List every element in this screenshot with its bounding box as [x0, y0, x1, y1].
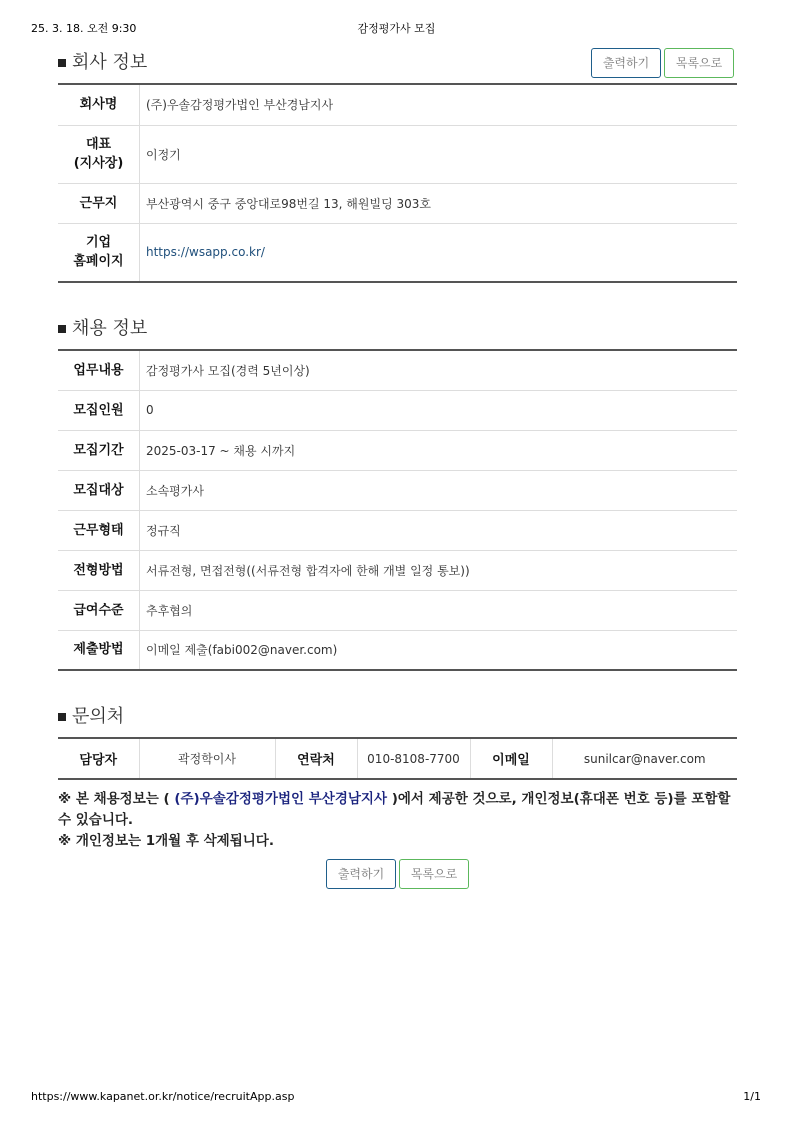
- ceo-label: 대표 (지사장): [58, 125, 140, 183]
- square-bullet-icon: [58, 713, 66, 721]
- submission-method-label: 제출방법: [58, 630, 140, 670]
- email-value: sunilcar@naver.com: [583, 751, 706, 766]
- table-row: [58, 390, 737, 430]
- print-button-bottom[interactable]: 출력하기: [326, 859, 396, 889]
- square-bullet-icon: [58, 325, 66, 333]
- notice-suffix: )에서 제공한 것으로, 개인정보(휴대폰 번호 등)를 포함할 수 있습니다.: [58, 791, 731, 828]
- table-row: [58, 510, 737, 550]
- period-label: 모집기간: [58, 430, 140, 470]
- company-info-table: [58, 83, 737, 283]
- headcount-value: 0: [140, 390, 738, 430]
- table-row: [58, 84, 737, 125]
- contact-person-value: 곽정학이사: [139, 738, 275, 779]
- job-duty-value: 감정평가사 모집(경력 5년이상): [140, 350, 738, 390]
- table-row: [58, 590, 737, 630]
- submission-method-value: 이메일 제출(fabi002@naver.com): [146, 643, 338, 658]
- table-row: [58, 350, 737, 390]
- table-row: [58, 470, 737, 510]
- homepage-link[interactable]: https://wsapp.co.kr/: [146, 245, 265, 260]
- print-page-number: 1/1: [743, 1090, 761, 1103]
- table-row: [58, 183, 737, 223]
- email-label: 이메일: [470, 738, 552, 779]
- table-row: [58, 630, 737, 670]
- contact-table: [58, 737, 737, 780]
- phone-value: 010-8108-7700: [357, 738, 470, 779]
- contact-section-title-text: 문의처: [72, 706, 125, 727]
- headcount-label: 모집인원: [58, 390, 140, 430]
- phone-label: 연락처: [275, 738, 357, 779]
- notice-prefix: ※ 본 채용정보는 (: [58, 791, 175, 807]
- list-button-top[interactable]: 목록으로: [664, 48, 734, 78]
- target-label: 모집대상: [58, 470, 140, 510]
- employment-type-value: 정규직: [140, 510, 738, 550]
- contact-section-title: [58, 702, 124, 728]
- target-value: 소속평가사: [140, 470, 738, 510]
- print-url: https://www.kapanet.or.kr/notice/recruitApp.asp: [31, 1090, 295, 1103]
- selection-method-value: 서류전형, 면접전형((서류전형 합격자에 한해 개별 일정 통보)): [140, 550, 738, 590]
- contact-person-label: 담당자: [58, 738, 139, 779]
- table-row: [58, 738, 737, 779]
- print-page-title: 감정평가사 모집: [357, 22, 436, 35]
- company-name-value: (주)우솔감정평가법인 부산경남지사: [140, 84, 738, 125]
- recruit-section-title-text: 채용 정보: [72, 318, 148, 339]
- print-button-top[interactable]: 출력하기: [591, 48, 661, 78]
- company-section-title: [58, 48, 147, 74]
- table-row: [58, 223, 737, 282]
- table-row: [58, 550, 737, 590]
- notice-company-name: (주)우솔감정평가법인 부산경남지사: [174, 791, 387, 807]
- salary-label: 급여수준: [58, 590, 140, 630]
- recruit-section-title: [58, 314, 147, 340]
- list-button-bottom[interactable]: 목록으로: [399, 859, 469, 889]
- print-datetime: 25. 3. 18. 오전 9:30: [31, 22, 137, 35]
- workplace-value: 부산광역시 중구 중앙대로98번길 13, 해원빌딩 303호: [140, 183, 738, 223]
- salary-value: 추후협의: [140, 590, 738, 630]
- privacy-notice: [58, 789, 740, 852]
- company-name-label: 회사명: [58, 84, 140, 125]
- employment-type-label: 근무형태: [58, 510, 140, 550]
- company-section-title-text: 회사 정보: [72, 52, 148, 73]
- table-row: [58, 430, 737, 470]
- recruit-info-table: [58, 349, 737, 671]
- workplace-label: 근무지: [58, 183, 140, 223]
- table-row: [58, 125, 737, 183]
- job-duty-label: 업무내용: [58, 350, 140, 390]
- notice-line-2: ※ 개인정보는 1개월 후 삭제됩니다.: [58, 833, 274, 849]
- square-bullet-icon: [58, 59, 66, 67]
- homepage-label: 기업 홈페이지: [58, 223, 140, 282]
- period-value: 2025-03-17 ~ 채용 시까지: [140, 430, 738, 470]
- selection-method-label: 전형방법: [58, 550, 140, 590]
- ceo-value: 이정기: [140, 125, 738, 183]
- notice-line-1: [58, 789, 740, 831]
